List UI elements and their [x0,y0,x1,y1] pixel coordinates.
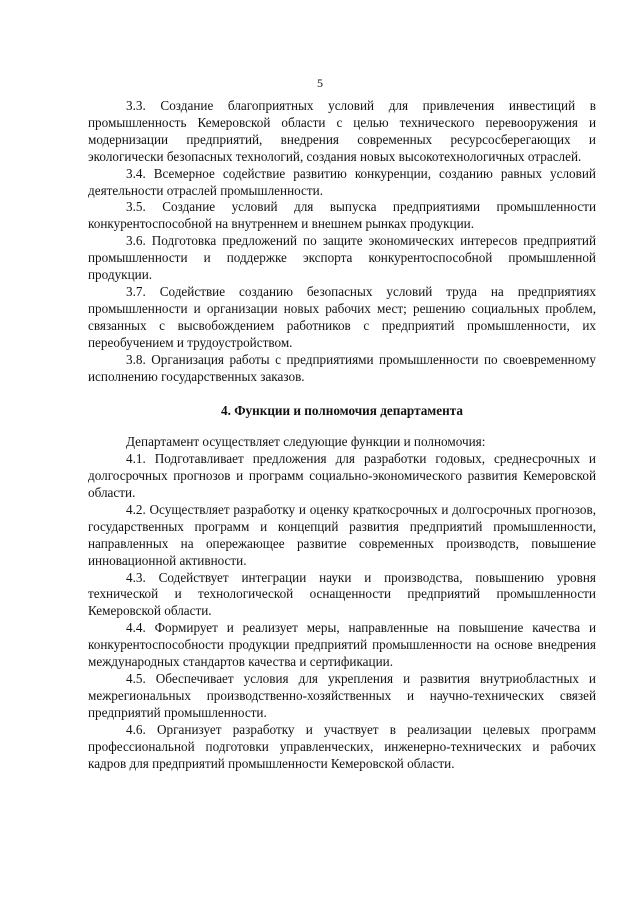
paragraph-3-4: 3.4. Всемерное содействие развитию конкуренции, созданию равных условий деятельности отраслей промышленности. [88,165,596,198]
paragraph-4-2: 4.2. Осуществляет разработку и оценку краткосрочных и долгосрочных прогнозов, государственных программ и концепций развития предприятий промышленности, направленных на опережающее развитие современных производств, повышение инновационной активности. [88,501,596,568]
paragraph-4-5: 4.5. Обеспечивает условия для укрепления и развития внутриобластных и межрегиональных производственно-хозяйственных и научно-технических связей предприятий промышленности. [88,671,596,720]
paragraph-4-4: 4.4. Формирует и реализует меры, направленные на повышение качества и конкурентоспособности продукции предприятий промышленности на основе внедрения международных стандартов качества и сертификации. [88,620,596,670]
paragraph-3-8: 3.8. Организация работы с предприятиями промышленности по своевременному исполнению государственных заказов. [88,351,596,384]
section-heading: 4. Функции и полномочия департамента [221,403,463,419]
paragraph-3-5: 3.5. Создание условий для выпуска предприятиями промышленности конкурентоспособной на внутреннем и внешнем рынках продукции. [88,199,596,232]
paragraph-intro: Департамент осуществляет следующие функции и полномочия: [126,434,486,450]
paragraph-4-6: 4.6. Организует разработку и участвует в реализации целевых программ профессиональной подготовки управленческих, инженерно-технических и рабочих кадров для предприятий промышленности Кемеровской области. [88,721,596,771]
paragraph-3-6: 3.6. Подготовка предложений по защите экономических интересов предприятий промышленности и поддержке экспорта конкурентоспособной промышленной продукции. [88,233,596,283]
page-number: 5 [317,76,323,90]
document-body [88,98,596,772]
paragraph-3-3: 3.3. Создание благоприятных условий для привлечения инвестиций в промышленность Кемеровской области с целью технического перевооружения и модернизации предприятий, внедрения современных ресурсосберегающих и экологически безопасных технологий, создания новых высокотехнологичных отраслей. [88,98,596,164]
paragraph-4-3: 4.3. Содействует интеграции науки и производства, повышению уровня технической и технологической оснащенности предприятий промышленности Кемеровской области. [88,569,596,619]
paragraph-4-1: 4.1. Подготавливает предложения для разработки годовых, среднесрочных и долгосрочных прогнозов и программ социально-экономического развития Кемеровской области. [88,451,596,501]
paragraph-3-7: 3.7. Содействие созданию безопасных условий труда на предприятиях промышленности и организации новых рабочих мест; решению социальных проблем, связанных с высвобождением работников с предприятий промышленности, их переобучением и трудоустройством. [88,283,596,350]
